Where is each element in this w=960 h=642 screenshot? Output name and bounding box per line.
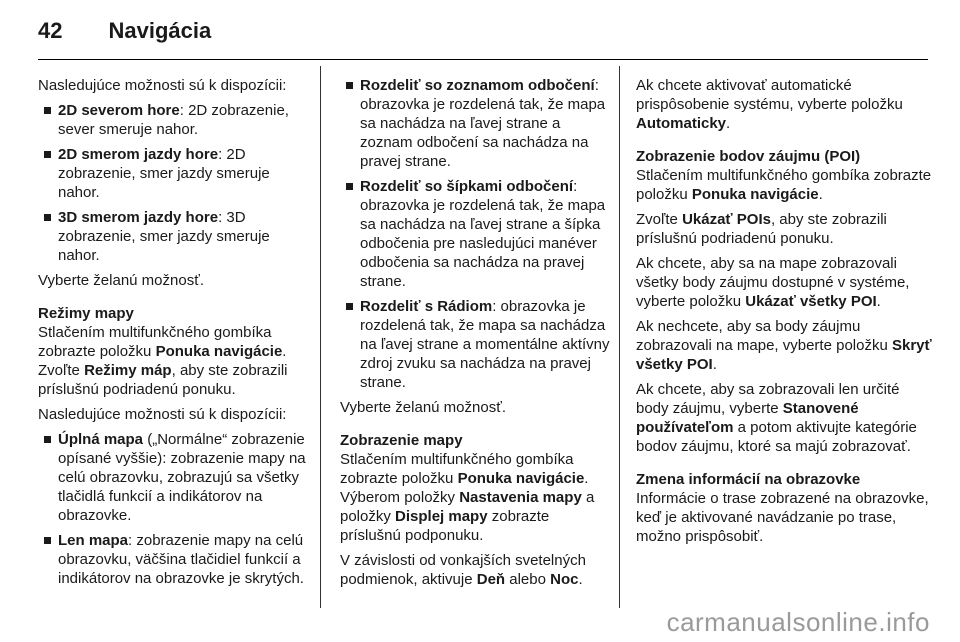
display-paragraph-2: V závislosti od vonkajších svetelných podmienok, aktivuje Deň alebo Noc. <box>340 552 586 588</box>
list-item: 2D smerom jazdy hore: 2D zobrazenie, smer jazdy smeruje nahor. <box>38 145 310 202</box>
change-paragraph: Informácie o trase zobrazené na obrazovke, keď je aktivované navádzanie po trase, možno prispôsobiť. <box>636 490 929 545</box>
poi-paragraph-3: Ak chcete, aby sa na mape zobrazovali všetky body záujmu dostupné v systéme, vyberte položku Ukázať všetky POI. <box>636 255 910 310</box>
intro-text-2: Nasledujúce možnosti sú k dispozícii: <box>38 406 287 423</box>
page-title: Navigácia <box>108 18 212 43</box>
poi-paragraph-4: Ak nechcete, aby sa body záujmu zobrazovali na mape, vyberte položku Skryť všetky POI. <box>636 318 932 373</box>
view-options-list <box>38 101 310 265</box>
list-item: 3D smerom jazdy hore: 3D zobrazenie, smer jazdy smeruje nahor. <box>38 208 310 265</box>
list-item: Rozdeliť s Rádiom: obrazovka je rozdelená tak, že mapa sa nachádza na ľavej strane a momentálne aktívny zdroj zvuku sa nachádza na pravej strane. <box>340 297 610 392</box>
select-text: Vyberte želanú možnosť. <box>340 399 506 416</box>
list-item: Úplná mapa („Normálne“ zobrazenie opísané vyššie): zobrazenie mapy na celú obrazovku, zobrazujú sa všetky tlačidlá funkcií a indikátorov na obrazovke. <box>38 430 310 525</box>
split-options-list <box>340 76 610 392</box>
section-heading-change: Zmena informácií na obrazovke <box>636 471 861 488</box>
poi-paragraph-1: Stlačením multifunkčného gombíka zobrazte položku Ponuka navigácie. <box>636 167 932 203</box>
watermark: carmanualsonline.info <box>666 607 930 637</box>
column-2 <box>340 76 610 595</box>
list-item: Len mapa: zobrazenie mapy na celú obrazovku, väčšina tlačidiel funkcií a indikátorov na obrazovke je skrytých. <box>38 531 310 588</box>
list-item: Rozdeliť so šípkami odbočení: obrazovka je rozdelená tak, že mapa sa nachádza na ľavej strane a šípka odbočenia pre nasledujúci manéver odbočenia sa nachádza na pravej strane. <box>340 177 610 291</box>
modes-paragraph: Stlačením multifunkčného gombíka zobrazte položku Ponuka navigácie. Zvoľte Režimy máp, aby ste zobrazili príslušnú podriadenú ponuku. <box>38 324 288 398</box>
page-header <box>38 18 211 48</box>
column-divider-2 <box>619 66 620 608</box>
section-heading-modes: Režimy mapy <box>38 305 134 322</box>
poi-paragraph-2: Zvoľte Ukázať POIs, aby ste zobrazili príslušnú podriadenú ponuku. <box>636 211 887 247</box>
header-rule <box>38 59 928 60</box>
column-3 <box>636 76 936 552</box>
page-number: 42 <box>38 18 63 43</box>
section-heading-display: Zobrazenie mapy <box>340 432 463 449</box>
intro-text: Nasledujúce možnosti sú k dispozícii: <box>38 77 287 94</box>
list-item: 2D severom hore: 2D zobrazenie, sever smeruje nahor. <box>38 101 310 139</box>
list-item: Rozdeliť so zoznamom odbočení: obrazovka je rozdelená tak, že mapa sa nachádza na ľavej strane a zoznam odbočení sa nachádza na pravej strane. <box>340 76 610 171</box>
display-paragraph-1: Stlačením multifunkčného gombíka zobrazte položku Ponuka navigácie. Výberom položky Nastavenia mapy a položky Displej mapy zobrazte príslušnú podponuku. <box>340 451 595 544</box>
poi-paragraph-5: Ak chcete, aby sa zobrazovali len určité body záujmu, vyberte Stanovené používateľom a potom aktivujte kategórie bodov záujmu, ktoré sa majú zobrazovať. <box>636 381 917 455</box>
auto-paragraph: Ak chcete aktivovať automatické prispôsobenie systému, vyberte položku Automaticky. <box>636 77 903 132</box>
section-heading-poi: Zobrazenie bodov záujmu (POI) <box>636 148 861 165</box>
mode-options-list <box>38 430 310 588</box>
select-text: Vyberte želanú možnosť. <box>38 272 204 289</box>
column-divider-1 <box>320 66 321 608</box>
column-1 <box>38 76 310 594</box>
